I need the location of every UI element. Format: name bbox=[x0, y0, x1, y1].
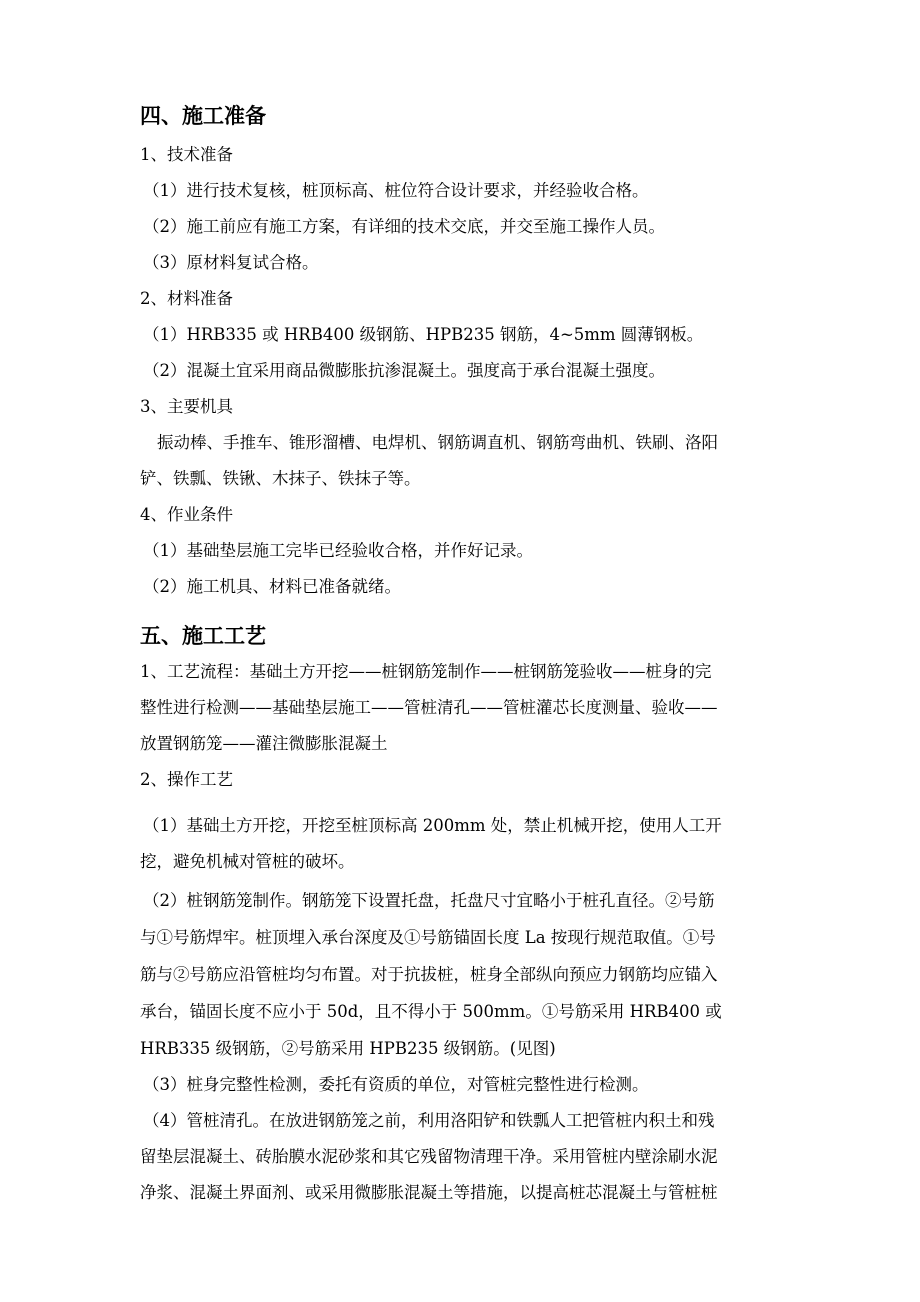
paragraph: HRB335 级钢筋，②号筋采用 HPB235 级钢筋。(见图) bbox=[140, 1039, 556, 1058]
paragraph: 与①号筋焊牢。桩顶埋入承台深度及①号筋锚固长度 La 按现行规范取值。①号 bbox=[140, 928, 716, 947]
paragraph: 整性进行检测——基础垫层施工——管桩清孔——管桩灌芯长度测量、验收—— bbox=[140, 698, 718, 717]
paragraph: 1、工艺流程：基础土方开挖——桩钢筋笼制作——桩钢筋笼验收——桩身的完 bbox=[140, 662, 712, 681]
subsection-work-conditions: 4、作业条件 bbox=[140, 505, 233, 524]
paragraph: 承台，锚固长度不应小于 50d，且不得小于 500mm。①号筋采用 HRB400 或 bbox=[140, 1002, 722, 1021]
paragraph: （3）原材料复试合格。 bbox=[143, 253, 319, 272]
paragraph: （2）施工机具、材料已准备就绪。 bbox=[143, 577, 401, 596]
section-4-heading: 四、施工准备 bbox=[140, 104, 266, 128]
paragraph: （2）桩钢筋笼制作。钢筋笼下设置托盘，托盘尺寸宜略小于桩孔直径。②号筋 bbox=[143, 891, 715, 910]
paragraph: （4）管桩清孔。在放进钢筋笼之前，利用洛阳铲和铁瓢人工把管桩内积土和残 bbox=[143, 1111, 715, 1130]
paragraph: （3）桩身完整性检测，委托有资质的单位，对管桩完整性进行检测。 bbox=[143, 1075, 649, 1094]
paragraph: 净浆、混凝土界面剂、或采用微膨胀混凝土等措施，以提高桩芯混凝土与管桩桩 bbox=[140, 1183, 718, 1202]
paragraph: 筋与②号筋应沿管桩均匀布置。对于抗拔桩，桩身全部纵向预应力钢筋均应锚入 bbox=[140, 965, 718, 984]
paragraph: （2）施工前应有施工方案，有详细的技术交底，并交至施工操作人员。 bbox=[143, 217, 665, 236]
paragraph: （1）基础土方开挖，开挖至桩顶标高 200mm 处，禁止机械开挖，使用人工开 bbox=[143, 816, 722, 835]
paragraph: （1）进行技术复核，桩顶标高、桩位符合设计要求，并经验收合格。 bbox=[143, 181, 649, 200]
subsection-material-prep: 2、材料准备 bbox=[140, 289, 233, 308]
subsection-operation-process: 2、操作工艺 bbox=[140, 770, 233, 789]
paragraph: 铲、铁瓢、铁锹、木抹子、铁抹子等。 bbox=[140, 469, 421, 488]
paragraph: （2）混凝土宜采用商品微膨胀抗渗混凝土。强度高于承台混凝土强度。 bbox=[143, 361, 665, 380]
paragraph: （1）HRB335 或 HRB400 级钢筋、HPB235 钢筋，4~5mm 圆薄钢板。 bbox=[143, 325, 704, 344]
paragraph: （1）基础垫层施工完毕已经验收合格，并作好记录。 bbox=[143, 541, 533, 560]
section-5-heading: 五、施工工艺 bbox=[140, 624, 266, 648]
paragraph: 挖，避免机械对管桩的破坏。 bbox=[140, 852, 355, 871]
subsection-main-tools: 3、主要机具 bbox=[140, 397, 233, 416]
paragraph: 振动棒、手推车、锥形溜槽、电焊机、钢筋调直机、钢筋弯曲机、铁刷、洛阳 bbox=[157, 433, 718, 452]
paragraph: 留垫层混凝土、砖胎膜水泥砂浆和其它残留物清理干净。采用管桩内壁涂刷水泥 bbox=[140, 1147, 718, 1166]
subsection-technical-prep: 1、技术准备 bbox=[140, 145, 233, 164]
paragraph: 放置钢筋笼——灌注微膨胀混凝土 bbox=[140, 734, 388, 753]
